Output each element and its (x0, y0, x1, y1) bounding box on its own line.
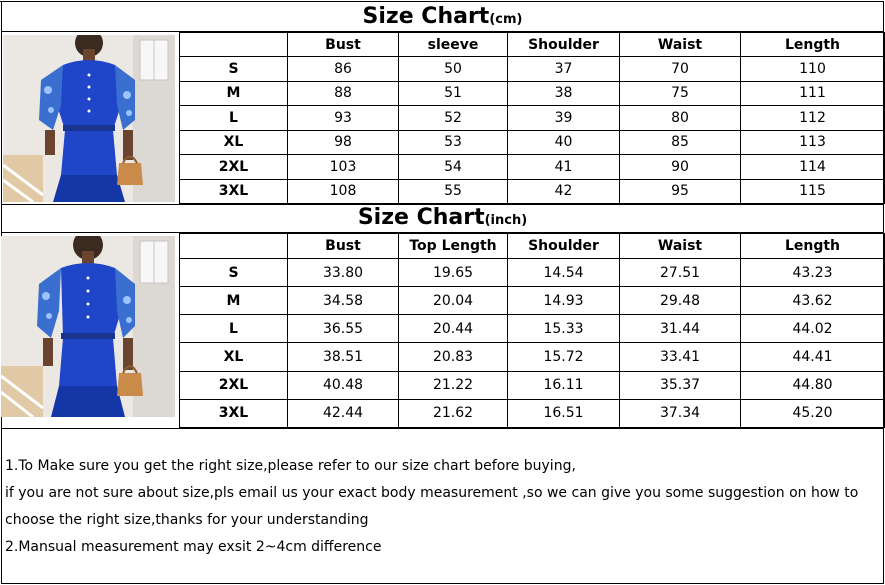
inch-chart-title (0, 204, 885, 235)
size-label: 2XL (180, 155, 288, 180)
table-cell: 110 (741, 57, 885, 82)
table-row (180, 57, 885, 82)
table-cell: 15.33 (508, 315, 620, 343)
table-cell: 43.62 (741, 287, 885, 315)
table-row (180, 259, 885, 287)
size-label: L (180, 315, 288, 343)
table-row (180, 371, 885, 399)
col-header: Bust (288, 234, 399, 259)
note-line: 2.Mansual measurement may exsit 2~4cm difference (5, 539, 382, 555)
table-cell: 86 (288, 57, 399, 82)
table-cell: 37 (508, 57, 620, 82)
table-cell: 52 (399, 106, 508, 131)
table-cell: 44.02 (741, 315, 885, 343)
table-cell: 111 (741, 81, 885, 106)
table-cell: 44.41 (741, 343, 885, 371)
inch-title-text: Size Chart (357, 205, 485, 230)
table-cell: 39 (508, 106, 620, 131)
table-row (180, 399, 885, 427)
cm-header-row (180, 33, 885, 57)
table-cell: 45.20 (741, 399, 885, 427)
table-cell: 108 (288, 179, 399, 204)
table-cell: 31.44 (620, 315, 741, 343)
col-header: sleeve (399, 33, 508, 57)
table-cell: 21.62 (399, 399, 508, 427)
table-row (180, 155, 885, 180)
table-cell: 20.04 (399, 287, 508, 315)
table-cell: 114 (741, 155, 885, 180)
size-label: S (180, 57, 288, 82)
cm-size-table (179, 32, 885, 204)
corner-cell (180, 234, 288, 259)
table-cell: 33.80 (288, 259, 399, 287)
table-cell: 44.80 (741, 371, 885, 399)
table-cell: 115 (741, 179, 885, 204)
cm-title-unit: (cm) (489, 12, 523, 27)
table-cell: 55 (399, 179, 508, 204)
size-label: M (180, 81, 288, 106)
cm-title-text: Size Chart (362, 4, 490, 29)
table-row (180, 315, 885, 343)
table-cell: 38 (508, 81, 620, 106)
col-header: Shoulder (508, 33, 620, 57)
table-row (180, 343, 885, 371)
table-cell: 42 (508, 179, 620, 204)
table-cell: 16.51 (508, 399, 620, 427)
size-label: M (180, 287, 288, 315)
size-label: 3XL (180, 179, 288, 204)
dress-photo-inch (1, 236, 175, 417)
table-cell: 21.22 (399, 371, 508, 399)
size-label: XL (180, 130, 288, 155)
table-row (180, 130, 885, 155)
table-cell: 70 (620, 57, 741, 82)
size-label: L (180, 106, 288, 131)
size-notes (5, 453, 881, 561)
note-line: 1.To Make sure you get the right size,please refer to our size chart before buying, (5, 458, 576, 474)
table-row (180, 179, 885, 204)
size-label: S (180, 259, 288, 287)
table-cell: 14.93 (508, 287, 620, 315)
table-cell: 16.11 (508, 371, 620, 399)
table-cell: 53 (399, 130, 508, 155)
table-cell: 93 (288, 106, 399, 131)
table-cell: 75 (620, 81, 741, 106)
notes-top-rule (1, 428, 884, 429)
table-cell: 54 (399, 155, 508, 180)
size-label: 3XL (180, 399, 288, 427)
table-cell: 36.55 (288, 315, 399, 343)
col-header: Shoulder (508, 234, 620, 259)
table-cell: 95 (620, 179, 741, 204)
size-label: 2XL (180, 371, 288, 399)
size-label: XL (180, 343, 288, 371)
col-header: Length (741, 33, 885, 57)
table-cell: 27.51 (620, 259, 741, 287)
inch-size-table (179, 233, 885, 428)
table-cell: 42.44 (288, 399, 399, 427)
table-cell: 38.51 (288, 343, 399, 371)
table-cell: 90 (620, 155, 741, 180)
table-cell: 41 (508, 155, 620, 180)
note-line: choose the right size,thanks for your understanding (5, 512, 369, 528)
table-row (180, 81, 885, 106)
table-cell: 50 (399, 57, 508, 82)
table-cell: 43.23 (741, 259, 885, 287)
col-header: Length (741, 234, 885, 259)
table-cell: 80 (620, 106, 741, 131)
table-cell: 37.34 (620, 399, 741, 427)
note-line: if you are not sure about size,pls email us your exact body measurement ,so we can give you some suggestion on how to (5, 485, 859, 501)
table-row (180, 106, 885, 131)
table-cell: 88 (288, 81, 399, 106)
col-header: Top Length (399, 234, 508, 259)
table-cell: 15.72 (508, 343, 620, 371)
table-cell: 20.83 (399, 343, 508, 371)
table-cell: 103 (288, 155, 399, 180)
table-cell: 29.48 (620, 287, 741, 315)
inch-title-unit: (inch) (484, 213, 528, 228)
col-header: Bust (288, 33, 399, 57)
table-cell: 112 (741, 106, 885, 131)
table-cell: 85 (620, 130, 741, 155)
table-cell: 33.41 (620, 343, 741, 371)
table-row (180, 287, 885, 315)
table-cell: 113 (741, 130, 885, 155)
table-cell: 34.58 (288, 287, 399, 315)
col-header: Waist (620, 33, 741, 57)
cm-chart-title (0, 3, 885, 34)
table-cell: 19.65 (399, 259, 508, 287)
table-cell: 51 (399, 81, 508, 106)
corner-cell (180, 33, 288, 57)
table-cell: 35.37 (620, 371, 741, 399)
table-cell: 14.54 (508, 259, 620, 287)
table-cell: 20.44 (399, 315, 508, 343)
table-cell: 98 (288, 130, 399, 155)
table-cell: 40.48 (288, 371, 399, 399)
col-header: Waist (620, 234, 741, 259)
dress-photo-cm (3, 35, 175, 202)
table-cell: 40 (508, 130, 620, 155)
top-rule (0, 1, 180, 2)
inch-header-row (180, 234, 885, 259)
